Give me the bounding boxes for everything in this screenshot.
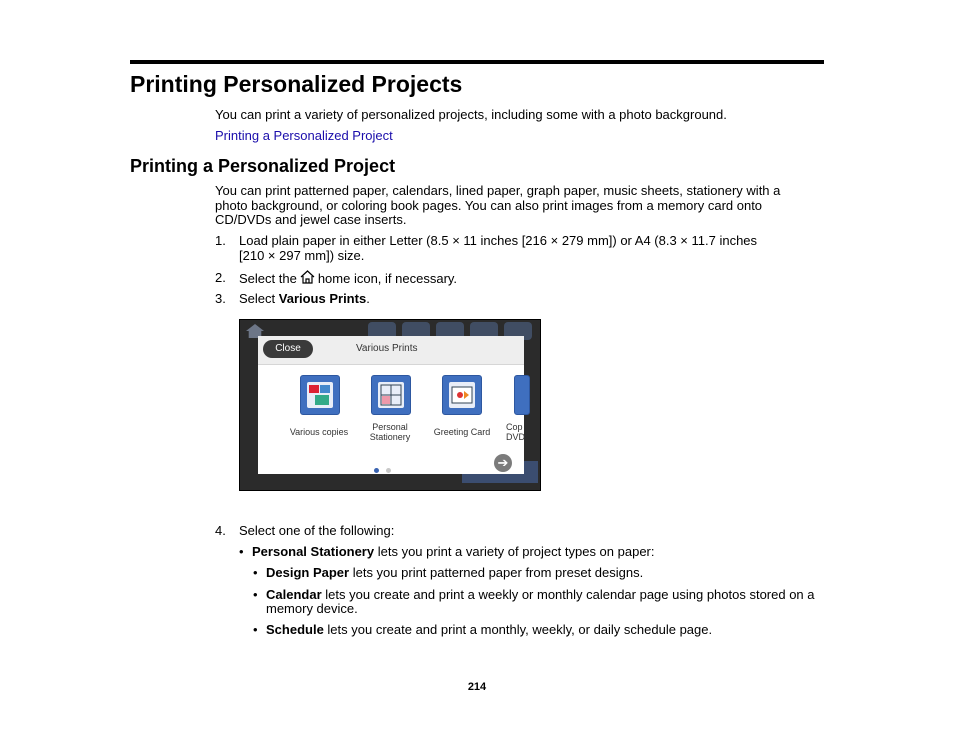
sub-2-text-2: memory device.	[266, 601, 358, 616]
various-prints-screenshot	[239, 319, 541, 491]
stationery-icon	[378, 382, 404, 408]
greeting-card-icon	[449, 382, 475, 408]
next-arrow-icon[interactable]: ➔	[494, 454, 512, 472]
page-number: 214	[467, 681, 487, 693]
close-button[interactable]: Close	[263, 340, 313, 358]
bullet-marker: •	[253, 565, 258, 580]
step-2-text	[239, 270, 457, 287]
bullet-1-bold: Personal Stationery	[252, 544, 375, 559]
personalized-project-link[interactable]: Printing a Personalized Project	[215, 128, 393, 143]
step-2-pre: Select the	[239, 271, 297, 286]
step-3-number: 3.	[215, 291, 226, 306]
page-indicator	[374, 460, 394, 478]
bullet-marker: •	[253, 622, 258, 637]
body-line-2: photo background, or coloring book pages. You can also print images from a memory card onto	[215, 198, 763, 213]
page-dot	[386, 468, 391, 473]
copy-dvd-label-2: DVD	[506, 432, 526, 442]
copies-icon	[307, 382, 333, 408]
page-dot-active	[374, 468, 379, 473]
bullet-marker: •	[239, 544, 244, 559]
dialog-title: Various Prints	[356, 343, 418, 354]
home-icon	[300, 270, 315, 287]
sub-3-bold: Schedule	[266, 622, 324, 637]
personal-stationery-label-1: Personal	[372, 422, 408, 432]
step-3-pre: Select	[239, 291, 276, 306]
copy-dvd-tile[interactable]	[514, 375, 530, 415]
body-line-1: You can print patterned paper, calendars, lined paper, graph paper, music sheets, stationery with a	[215, 183, 781, 198]
sub-bullet-calendar	[266, 587, 815, 602]
page-title: Printing Personalized Projects	[130, 71, 463, 97]
various-copies-label: Various copies	[289, 427, 349, 437]
step-4-number: 4.	[215, 523, 226, 538]
personal-stationery-tile[interactable]	[371, 375, 411, 415]
intro-text: You can print a variety of personalized projects, including some with a photo background.	[215, 107, 727, 122]
sub-2-bold: Calendar	[266, 587, 322, 602]
top-rule	[130, 60, 824, 64]
step-2-post: home icon, if necessary.	[317, 271, 458, 286]
step-1-line-1: Load plain paper in either Letter (8.5 × 11 inches [216 × 279 mm]) or A4 (8.3 × 11.7 inches	[239, 233, 758, 248]
sub-1-text: lets you print patterned paper from preset designs.	[352, 565, 644, 580]
greeting-card-label: Greeting Card	[433, 427, 491, 437]
step-1-line-2: [210 × 297 mm]) size.	[239, 248, 365, 263]
step-3-text	[239, 291, 370, 306]
body-line-3: CD/DVDs and jewel case inserts.	[215, 212, 407, 227]
sub-2-text-1: lets you create and print a weekly or monthly calendar page using photos stored on a	[325, 587, 815, 602]
bullet-1-text: lets you print a variety of project types on paper:	[377, 544, 655, 559]
section-title: Printing a Personalized Project	[130, 156, 396, 176]
various-copies-tile[interactable]	[300, 375, 340, 415]
step-1-number: 1.	[215, 233, 226, 248]
dialog-header	[258, 336, 524, 365]
various-prints-dialog	[258, 336, 524, 474]
step-4-text: Select one of the following:	[239, 523, 395, 538]
sub-bullet-design-paper	[266, 565, 643, 580]
sub-1-bold: Design Paper	[266, 565, 350, 580]
bullet-personal-stationery	[252, 544, 655, 559]
step-2-number: 2.	[215, 270, 226, 285]
step-3-bold: Various Prints	[278, 291, 367, 306]
greeting-card-tile[interactable]	[442, 375, 482, 415]
bullet-marker: •	[253, 587, 258, 602]
step-3-post: .	[366, 291, 370, 306]
copy-dvd-label-1: Cop	[506, 422, 523, 432]
personal-stationery-label-2: Stationery	[369, 432, 411, 442]
sub-bullet-schedule	[266, 622, 712, 637]
sub-3-text: lets you create and print a monthly, weekly, or daily schedule page.	[327, 622, 713, 637]
